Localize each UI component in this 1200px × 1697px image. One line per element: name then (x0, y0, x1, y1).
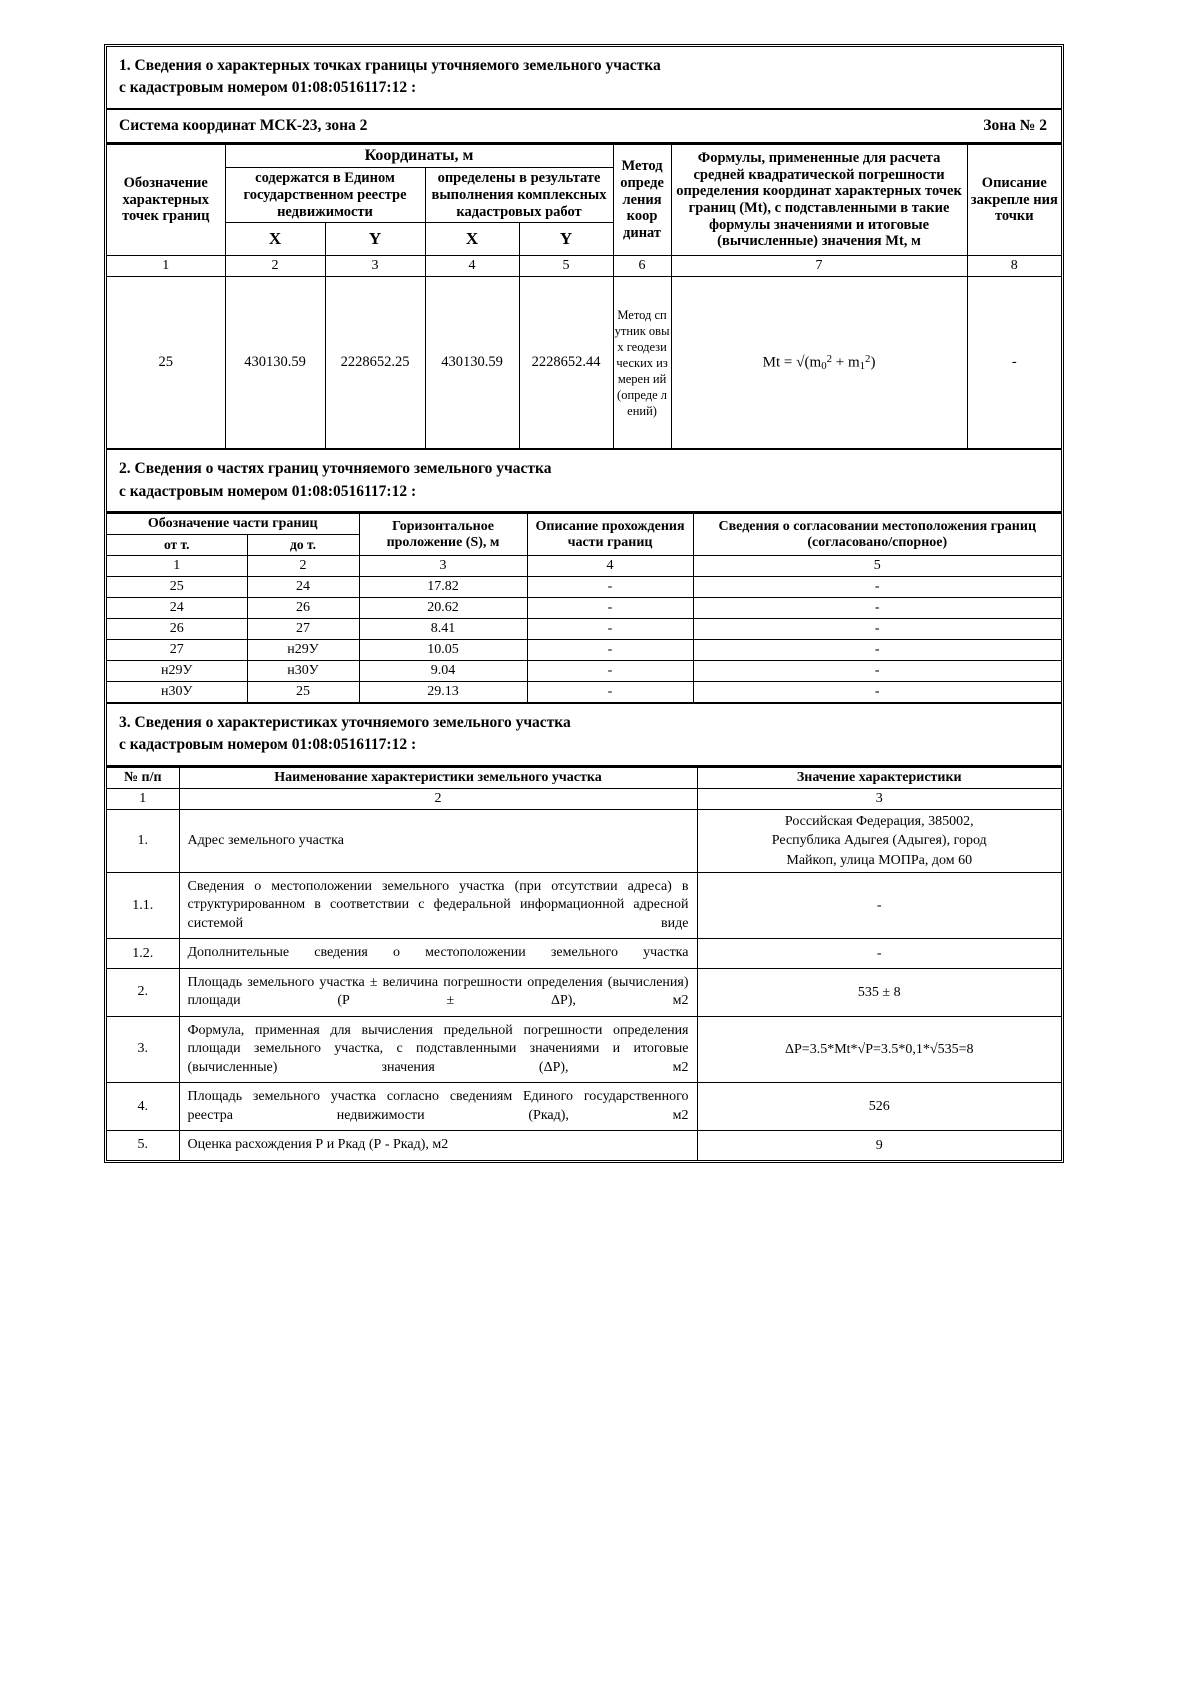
header-part-designation: Обозначение части границ (107, 514, 359, 535)
zone-label: Зона № 2 (983, 116, 1047, 134)
mt-formula-m0: m (809, 354, 822, 371)
cell-from: 27 (107, 639, 247, 660)
header-part-description: Описание прохождения части границ (527, 514, 693, 556)
section-2-heading-line2: с кадастровым номером 01:08:0516117:12 : (119, 482, 417, 500)
table-row (107, 1016, 1061, 1082)
colnum-5: 5 (519, 255, 613, 276)
cell-description: - (527, 660, 693, 681)
cell-index: 4. (107, 1083, 179, 1131)
cell-to: 26 (247, 597, 359, 618)
mt-formula-m1: m (847, 354, 860, 371)
mt-formula-m0-sub: 0 (821, 360, 827, 373)
value-line: 9 (875, 1137, 883, 1153)
cell-to: н30У (247, 660, 359, 681)
cell-agreement: - (693, 597, 1061, 618)
colnum-1: 1 (107, 555, 247, 576)
cell-characteristic-value (697, 968, 1061, 1016)
cell-agreement: - (693, 681, 1061, 702)
header-agreement-info: Сведения о согласовании местоположения границ (согласовано/спорное) (693, 514, 1061, 556)
header-y-egrn: Y (325, 223, 425, 256)
section-1-column-numbers-row (107, 255, 1061, 276)
header-horizontal-length: Горизонтальное проложение (S), м (359, 514, 527, 556)
table-row (107, 660, 1061, 681)
cadastral-document-page (104, 44, 1064, 1163)
section-1-heading-line1: 1. Сведения о характерных точках границы уточняемого земельного участка (119, 57, 661, 74)
header-y-new: Y (519, 223, 613, 256)
cell-mt-formula: $Mt = √(m_0^2 + m_1^2)$ (671, 276, 967, 448)
table-row (107, 597, 1061, 618)
cell-x-new: 430130.59 (425, 276, 519, 448)
section-2-table (107, 513, 1061, 702)
cell-index: 3. (107, 1016, 179, 1082)
colnum-3: 3 (325, 255, 425, 276)
cell-characteristic-name: Дополнительные сведения о местоположении земельного участка (179, 939, 697, 968)
table-row (107, 968, 1061, 1016)
header-characteristic-name: Наименование характеристики земельного участка (179, 767, 697, 788)
table-row (107, 1083, 1061, 1131)
colnum-7: 7 (671, 255, 967, 276)
header-coordinates: Координаты, м (225, 144, 613, 167)
colnum-6: 6 (613, 255, 671, 276)
cell-characteristic-name: Площадь земельного участка ± величина погрешности определения (вычисления) площади (Р ± ΔР), м2 (179, 968, 697, 1016)
mt-formula-m1-sub: 1 (859, 360, 866, 373)
table-row (107, 276, 1061, 448)
cell-description: - (527, 597, 693, 618)
sqrt-symbol: √ (796, 353, 805, 371)
section-2-heading (107, 448, 1061, 513)
cell-method: Метод спутник овых геодези ческих измерен ий (опреде лений) (613, 276, 671, 448)
cell-index: 2. (107, 968, 179, 1016)
cell-length: 9.04 (359, 660, 527, 681)
header-formulas: Формулы, примененные для расчета средней квадратической погрешности определения координат характерных точек границ (Mt), с подставленными в такие формулы значениями и итоговые (вычисленные) значения Mt, м (671, 144, 967, 255)
colnum-3: 3 (697, 788, 1061, 809)
cell-x-egrn: 430130.59 (225, 276, 325, 448)
cell-y-egrn: 2228652.25 (325, 276, 425, 448)
cell-characteristic-value (697, 939, 1061, 968)
value-line: Российская Федерация, 385002, (784, 813, 974, 829)
cell-description: - (527, 576, 693, 597)
cell-from: н30У (107, 681, 247, 702)
cell-to: н29У (247, 639, 359, 660)
cell-characteristic-name: Формула, применная для вычисления предельной погрешности определения площади земельного участка, с подставленными значениями и итоговые (вычисленные) значения (ΔР), м2 (179, 1016, 697, 1082)
section-2-heading-line1: 2. Сведения о частях границ уточняемого земельного участка (119, 460, 552, 478)
cell-characteristic-value (697, 1016, 1061, 1082)
section-3-heading (107, 702, 1061, 767)
colnum-3: 3 (359, 555, 527, 576)
table-row (107, 1131, 1061, 1160)
value-line: Республика Адыгея (Адыгея), город (771, 833, 987, 849)
section-3-heading-line1: 3. Сведения о характеристиках уточняемого земельного участка (119, 713, 571, 731)
colnum-8: 8 (967, 255, 1061, 276)
table-row (107, 809, 1061, 872)
cell-characteristic-name: Оценка расхождения Р и Ркад (Р - Ркад), м2 (179, 1131, 697, 1160)
cell-from: 24 (107, 597, 247, 618)
cell-length: 20.62 (359, 597, 527, 618)
value-line: - (876, 897, 882, 913)
header-x-new: X (425, 223, 519, 256)
section-1-table (107, 144, 1061, 448)
cell-characteristic-name: Площадь земельного участка согласно сведениям Единого государственного реестра недвижимости (Ркад), м2 (179, 1083, 697, 1131)
cell-characteristic-value (697, 1131, 1061, 1160)
cell-to: 27 (247, 618, 359, 639)
value-line: - (876, 945, 882, 961)
colnum-1: 1 (107, 255, 225, 276)
cell-characteristic-value (697, 1083, 1061, 1131)
cell-fixing: - (967, 276, 1061, 448)
cell-length: 29.13 (359, 681, 527, 702)
section-1-heading (107, 47, 1061, 110)
header-to-point: до т. (247, 535, 359, 556)
mt-formula-m1-pow: 2 (865, 353, 871, 366)
cell-index: 1.2. (107, 939, 179, 968)
table-row (107, 872, 1061, 938)
coordinate-system-label: Система координат МСК-23, зона 2 (119, 116, 368, 134)
colnum-2: 2 (179, 788, 697, 809)
cell-characteristic-value (697, 872, 1061, 938)
mt-formula-m0-pow: 2 (826, 353, 832, 366)
table-row (107, 618, 1061, 639)
cell-from: 26 (107, 618, 247, 639)
header-from-point: от т. (107, 535, 247, 556)
header-egrn-coordinates: содержатся в Едином государственном реестре недвижимости (225, 168, 425, 223)
header-complex-works-coordinates: определены в результате выполнения комплексных кадастровых работ (425, 168, 613, 223)
colnum-4: 4 (425, 255, 519, 276)
value-line: Майкоп, улица МОПРа, дом 60 (786, 852, 973, 868)
section-3-heading-line2: с кадастровым номером 01:08:0516117:12 : (119, 736, 417, 754)
section-3-table (107, 767, 1061, 1160)
cell-description: - (527, 618, 693, 639)
section-1-heading-line2: с кадастровым номером 01:08:0516117:12 : (119, 79, 417, 97)
table-row (107, 576, 1061, 597)
cell-from: н29У (107, 660, 247, 681)
cell-from: 25 (107, 576, 247, 597)
colnum-1: 1 (107, 788, 179, 809)
cell-agreement: - (693, 576, 1061, 597)
cell-point-number: 25 (107, 276, 225, 448)
cell-length: 8.41 (359, 618, 527, 639)
colnum-2: 2 (225, 255, 325, 276)
cell-agreement: - (693, 639, 1061, 660)
cell-to: 24 (247, 576, 359, 597)
cell-description: - (527, 639, 693, 660)
cell-characteristic-name: Сведения о местоположении земельного участка (при отсутствии адреса) в структурированном в соответствии с федеральной информационной адресной системой виде (179, 872, 697, 938)
cell-length: 17.82 (359, 576, 527, 597)
cell-agreement: - (693, 618, 1061, 639)
cell-y-new: 2228652.44 (519, 276, 613, 448)
cell-to: 25 (247, 681, 359, 702)
header-characteristic-value: Значение характеристики (697, 767, 1061, 788)
header-fixing-description: Описание закрепле ния точки (967, 144, 1061, 255)
colnum-4: 4 (527, 555, 693, 576)
cell-index: 5. (107, 1131, 179, 1160)
colnum-5: 5 (693, 555, 1061, 576)
table-row (107, 939, 1061, 968)
cell-characteristic-value (697, 809, 1061, 872)
header-x-egrn: X (225, 223, 325, 256)
header-method: Метод опреде ления коор динат (613, 144, 671, 255)
value-line: ΔP=3.5*Mt*√P=3.5*0,1*√535=8 (785, 1041, 974, 1057)
cell-agreement: - (693, 660, 1061, 681)
table-row (107, 681, 1061, 702)
section-2-column-numbers-row (107, 555, 1061, 576)
cell-index: 1. (107, 809, 179, 872)
value-line: 526 (868, 1098, 890, 1114)
table-row (107, 639, 1061, 660)
header-row-number: № п/п (107, 767, 179, 788)
cell-characteristic-name: Адрес земельного участка (179, 809, 697, 872)
cell-length: 10.05 (359, 639, 527, 660)
value-line: 535 ± 8 (857, 984, 901, 1000)
coordinate-system-bar (107, 110, 1061, 144)
colnum-2: 2 (247, 555, 359, 576)
header-point-designation: Обозначение характерных точек границ (107, 144, 225, 255)
cell-description: - (527, 681, 693, 702)
section-3-column-numbers-row (107, 788, 1061, 809)
cell-index: 1.1. (107, 872, 179, 938)
mt-formula-prefix: Mt = (762, 354, 797, 371)
